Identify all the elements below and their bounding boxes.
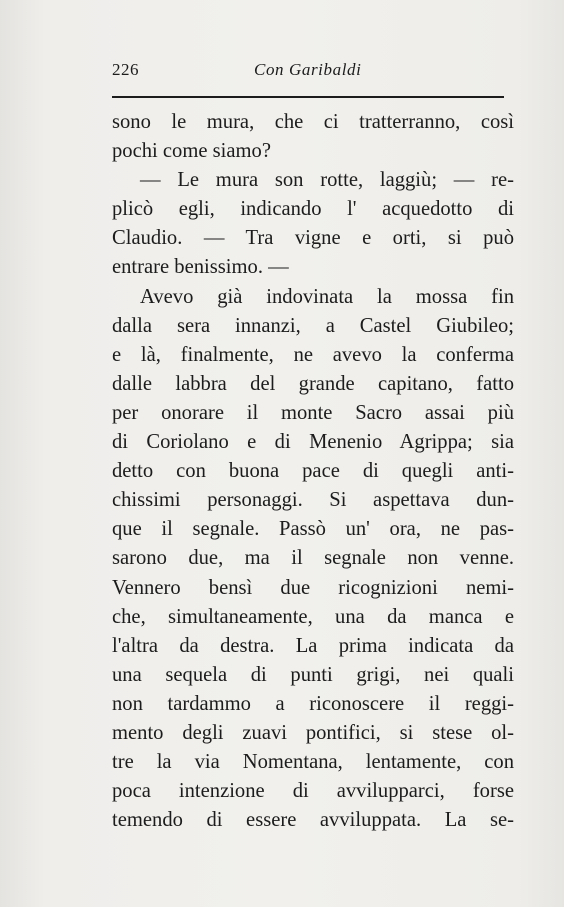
text-line: entrare benissimo. —	[112, 256, 289, 279]
header-rule	[112, 96, 504, 98]
text-line: sono le mura, che ci tratterranno, così	[112, 111, 514, 133]
text-line: che, simultaneamente, una da manca e	[112, 605, 514, 628]
text-line: l'altra da destra. La prima indicata da	[112, 634, 514, 657]
text-line: dalla sera innanzi, a Castel Giubileo;	[112, 314, 514, 337]
text-line: una sequela di punti grigi, nei quali	[112, 663, 514, 686]
text-line: Avevo già indovinata la mossa fin	[140, 285, 514, 308]
text-line: temendo di essere avviluppata. La se-	[112, 809, 514, 832]
text-line: pochi come siamo?	[112, 140, 271, 163]
text-line: chissimi personaggi. Si aspettava dun-	[112, 489, 514, 512]
body-text	[112, 108, 514, 835]
text-line: Vennero bensì due ricognizioni nemi-	[112, 576, 514, 599]
text-line: mento degli zuavi pontifici, si stese ol-	[112, 721, 514, 744]
page-header	[112, 58, 502, 88]
text-line: poca intenzione di avvilupparci, forse	[112, 780, 514, 803]
text-line: — Le mura son rotte, laggiù; — re-	[140, 169, 514, 192]
text-line: non tardammo a riconoscere il reggi-	[112, 692, 514, 715]
text-line: per onorare il monte Sacro assai più	[112, 401, 514, 424]
page-number: 226	[112, 60, 139, 79]
text-line: plicò egli, indicando l' acquedotto di	[112, 198, 514, 221]
text-line: di Coriolano e di Menenio Agrippa; sia	[112, 431, 514, 454]
text-line: tre la via Nomentana, lentamente, con	[112, 751, 514, 774]
text-line: que il segnale. Passò un' ora, ne pas-	[112, 518, 514, 541]
text-line: Claudio. — Tra vigne e orti, si può	[112, 227, 514, 250]
text-line: e là, finalmente, ne avevo la conferma	[112, 343, 514, 366]
text-line: detto con buona pace di quegli anti-	[112, 460, 514, 483]
text-line: sarono due, ma il segnale non venne.	[112, 547, 514, 570]
running-title: Con Garibaldi	[254, 60, 362, 79]
text-line: dalle labbra del grande capitano, fatto	[112, 372, 514, 395]
